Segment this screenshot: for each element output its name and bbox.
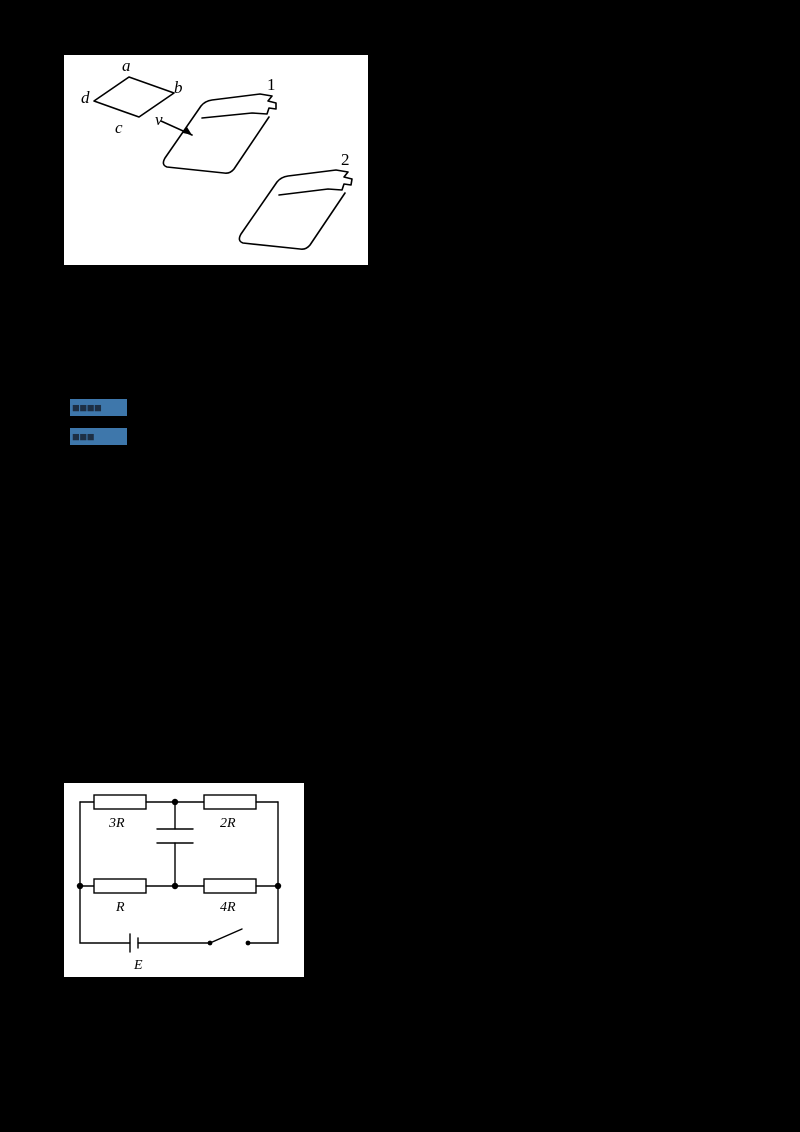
highlighted-text-1: ■■■■ <box>72 400 102 415</box>
figure-loop-entering-field <box>64 55 368 265</box>
label-3R: 3R <box>109 816 125 831</box>
node-dot-left <box>77 883 83 889</box>
label-a: a <box>122 56 131 75</box>
label-region-1: 1 <box>267 75 276 94</box>
node-dot-middle <box>172 883 178 889</box>
resistor-4R-body <box>204 879 256 893</box>
resistor-2R-body <box>204 795 256 809</box>
highlighted-text-line-2[interactable] <box>70 428 127 445</box>
label-c: c <box>115 118 123 137</box>
label-b: b <box>174 78 183 97</box>
resistor-3R-body <box>94 795 146 809</box>
field-region-1 <box>163 94 276 173</box>
wire-switch-to-right <box>248 886 278 943</box>
label-region-2: 2 <box>341 150 350 169</box>
switch-blade <box>210 929 242 943</box>
resistor-R-body <box>94 879 146 893</box>
figure-circuit-diagram <box>64 783 304 977</box>
node-dot-right <box>275 883 281 889</box>
label-v: v <box>155 110 163 129</box>
label-R: R <box>116 900 125 915</box>
highlighted-text-2: ■■■ <box>72 429 95 444</box>
switch-pivot-dot <box>208 941 213 946</box>
switch-contact-dot <box>246 941 251 946</box>
node-dot-top <box>172 799 178 805</box>
field-region-2 <box>239 170 352 249</box>
label-E: E <box>134 958 143 973</box>
label-4R: 4R <box>220 900 236 915</box>
label-d: d <box>81 88 90 107</box>
highlighted-text-line-1[interactable] <box>70 399 127 416</box>
label-2R: 2R <box>220 816 236 831</box>
